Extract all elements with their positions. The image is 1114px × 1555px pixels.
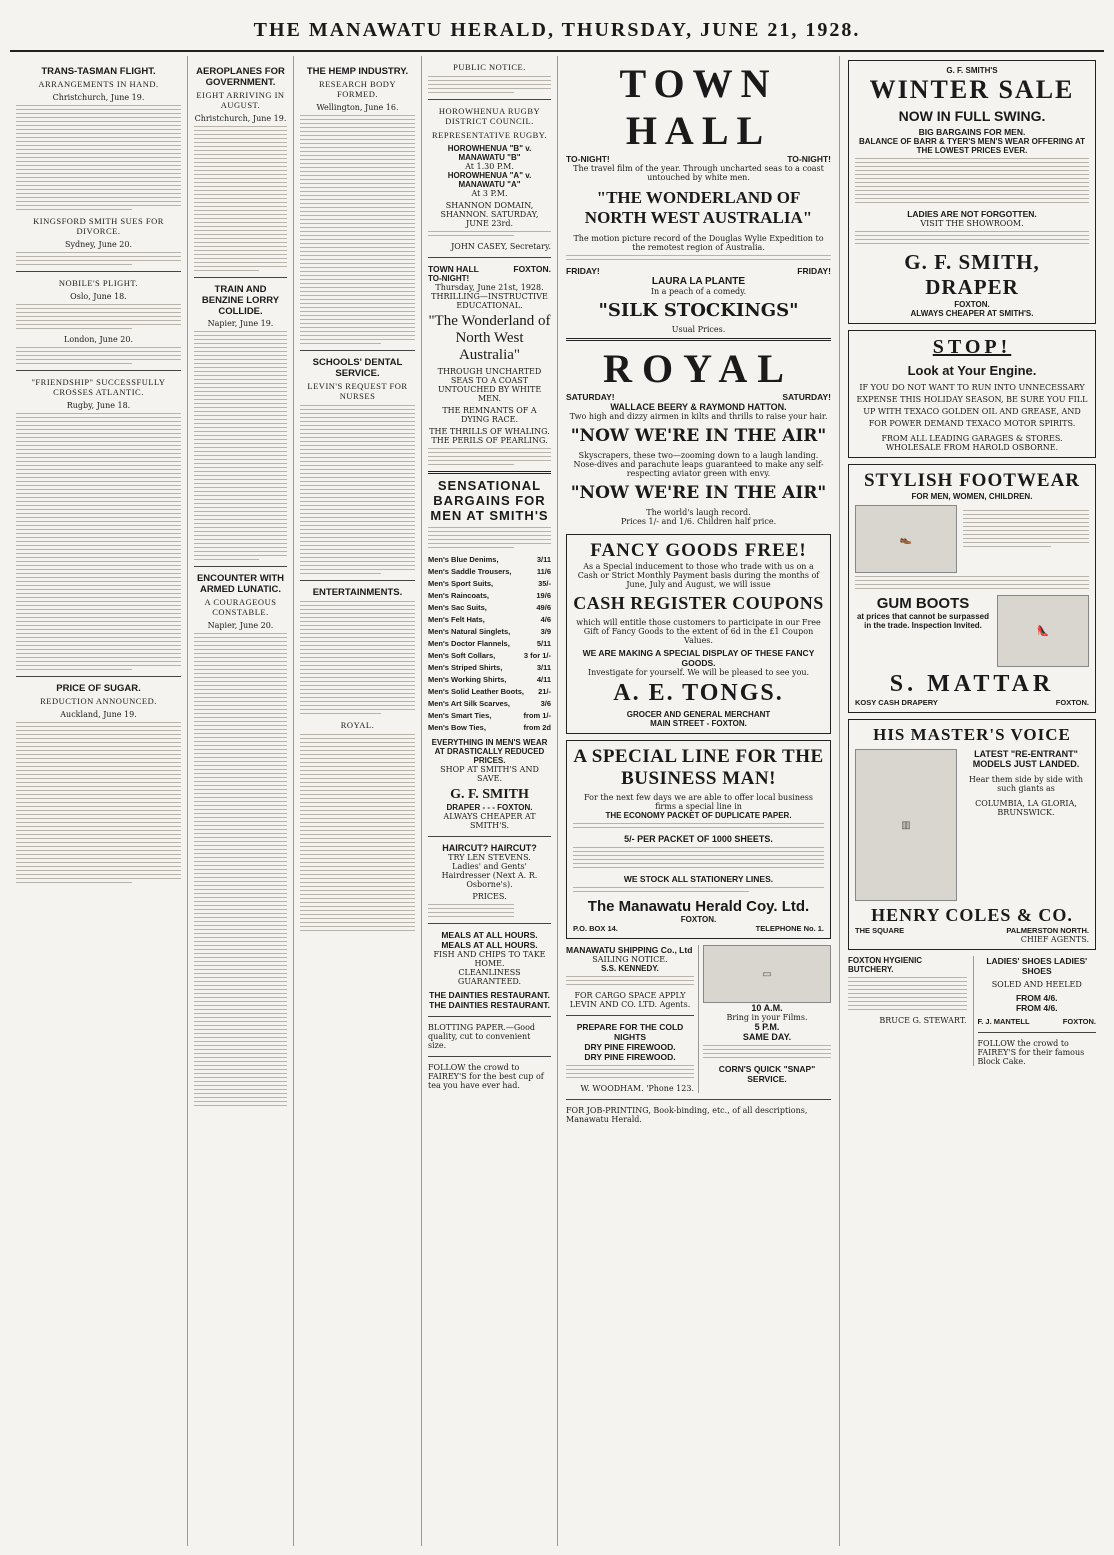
gfs-sub2: ALWAYS CHEAPER AT SMITH'S. xyxy=(443,812,536,830)
sheets: 5/- PER PACKET OF 1000 SHEETS. xyxy=(624,834,773,844)
film-box-illustration: ▭ xyxy=(703,945,831,1003)
silk-stockings: "SILK STOCKINGS" xyxy=(598,300,799,321)
masthead-title: THE MANAWATU HERALD, THURSDAY, JUNE 21, 1928. xyxy=(253,18,861,41)
snap-day: SAME DAY. xyxy=(742,1032,792,1042)
article-body xyxy=(16,105,181,210)
headline-dental: SCHOOLS' DENTAL SERVICE. xyxy=(312,357,403,379)
follow-fairey: FOLLOW the crowd to FAIREY'S for the best cup of tea you have ever had. xyxy=(428,1063,544,1090)
butchery: FOXTON HYGIENIC BUTCHERY. xyxy=(848,956,923,974)
special-text: For the next few days we are able to offer local business firms a special line in xyxy=(584,793,813,811)
beery-sub: Two high and dizzy airmen in kilts and thrills to raise your hair. xyxy=(569,412,828,421)
item-name: Men's Working Shirts, xyxy=(428,675,507,684)
fancy-text: As a Special inducement to those who trade with us on a Cash or Strict Monthly Payment basis during the months of June, July and August, we will issue xyxy=(577,562,820,589)
gfs-name: G. F. SMITH xyxy=(450,787,529,802)
firewood-2: DRY PINE FIREWOOD. xyxy=(584,1052,676,1062)
item-price: 21/- xyxy=(538,687,551,696)
balance: BALANCE OF BARR & TYER'S MEN'S WEAR OFFERING AT THE LOWEST PRICES EVER. xyxy=(858,137,1086,155)
smith-shop: SHOP AT SMITH'S AND SAVE. xyxy=(440,765,539,783)
air-desc: Skyscrapers, these two—zooming down to a laugh landing. Nose-dives and parachute leaps guaranteed to make any self-respecting aviator green with envy. xyxy=(573,451,824,478)
match-2-time: At 3 P.M. xyxy=(471,189,508,198)
column-4 xyxy=(422,56,558,1546)
item-name: Men's Sport Suits, xyxy=(428,579,494,588)
special-title: A SPECIAL LINE FOR THE BUSINESS MAN! xyxy=(573,746,824,789)
item-name: Men's Sac Suits, xyxy=(428,603,487,612)
subhead-constable: A COURAGEOUS CONSTABLE. xyxy=(204,597,277,617)
price-list-item xyxy=(428,626,551,638)
headline-train: TRAIN AND BENZINE LORRY COLLIDE. xyxy=(201,284,280,317)
draper-sub2: ALWAYS CHEAPER AT SMITH'S. xyxy=(910,309,1034,318)
stationery: WE STOCK ALL STATIONERY LINES. xyxy=(623,874,774,884)
shoes: LADIES' SHOES LADIES' SHOES xyxy=(986,956,1088,976)
article-body xyxy=(194,126,287,271)
blotting: BLOTTING PAPER.—Good quality, cut to convenient size. xyxy=(428,1023,536,1050)
engine: Look at Your Engine. xyxy=(907,363,1037,378)
gfs-sub: DRAPER - - - FOXTON. xyxy=(446,803,533,812)
headline-sugar: PRICE OF SUGAR. xyxy=(56,683,141,694)
subhead-royal: ROYAL. xyxy=(340,720,375,730)
showroom: VISIT THE SHOWROOM. xyxy=(920,219,1024,228)
meals-clean: CLEANLINESS GUARANTEED. xyxy=(457,968,522,986)
smith-footer: EVERYTHING IN MEN'S WEAR AT DRASTICALLY REDUCED PRICES. xyxy=(431,738,548,765)
shoes-col xyxy=(973,956,1097,1066)
subhead-levin: LEVIN'S REQUEST FOR NURSES xyxy=(307,381,408,401)
now-swing: NOW IN FULL SWING. xyxy=(898,108,1046,124)
article-body xyxy=(300,405,415,574)
mantell-row: F. J. MANTELL FOXTON. xyxy=(977,1017,1096,1026)
headline-hemp: THE HEMP INDUSTRY. xyxy=(306,66,409,77)
coles: HENRY COLES & CO. xyxy=(871,905,1073,925)
column-1 xyxy=(10,56,188,1546)
dateline: Napier, June 20. xyxy=(207,621,274,630)
price-list-item xyxy=(428,710,551,722)
display: WE ARE MAKING A SPECIAL DISPLAY OF THESE FANCY GOODS. xyxy=(582,648,815,668)
item-price: 3/11 xyxy=(536,555,551,564)
butchery-col xyxy=(848,956,967,1066)
economy: THE ECONOMY PACKET OF DUPLICATE PAPER. xyxy=(605,811,792,820)
notice-body xyxy=(428,76,551,93)
dateline: Napier, June 19. xyxy=(207,319,274,328)
laura: LAURA LA PLANTE xyxy=(651,276,746,287)
stop-text: IF YOU DO NOT WANT TO RUN INTO UNNECESSARY EXPENSE THIS HOLIDAY SEASON, BE SURE YOU FILL UP WITH TEXACO GOLDEN OIL AND GREASE, AND FOR POWER DEMAND TEXACO MOTOR SPIRITS. xyxy=(856,383,1088,428)
th-date: Thursday, June 21st, 1928. xyxy=(435,283,544,292)
herald-coy: The Manawatu Herald Coy. Ltd. xyxy=(587,898,810,915)
soled: SOLED AND HEELED xyxy=(991,980,1082,989)
public-notice: PUBLIC NOTICE. xyxy=(453,62,526,72)
laura-sub: In a peach of a comedy. xyxy=(650,287,747,296)
rugby-rep: REPRESENTATIVE RUGBY. xyxy=(432,130,547,140)
firewood-1: DRY PINE FIREWOOD. xyxy=(584,1042,676,1052)
item-price: 4/11 xyxy=(536,675,551,684)
subhead-research: RESEARCH BODY FORMED. xyxy=(318,79,397,99)
item-name: Men's Raincoats, xyxy=(428,591,489,600)
dainties: THE DAINTIES RESTAURANT. THE DAINTIES RESTAURANT. xyxy=(429,990,550,1010)
dateline: Christchurch, June 19. xyxy=(194,114,287,123)
footwear-ad xyxy=(848,464,1096,713)
haircut-sub: TRY LEN STEVENS. xyxy=(448,853,531,862)
big-bargains: BIG BARGAINS FOR MEN. xyxy=(918,127,1026,137)
cargo: FOR CARGO SPACE APPLY LEVIN AND CO. LTD. Agents. xyxy=(569,991,691,1009)
dateline: Wellington, June 16. xyxy=(316,103,399,112)
kennedy: S.S. KENNEDY. xyxy=(601,964,659,973)
coupons: CASH REGISTER COUPONS xyxy=(573,593,824,613)
snap-5: 5 P.M. xyxy=(754,1022,780,1032)
column-2 xyxy=(188,56,294,1546)
silk-sub: Usual Prices. xyxy=(671,325,726,334)
town-hall-banner: TOWN HALL xyxy=(619,61,778,153)
winter-sale: WINTER SALE xyxy=(869,75,1075,104)
gum-boots: GUM BOOTS xyxy=(876,595,970,612)
dateline: London, June 20. xyxy=(64,335,133,344)
item-name: Men's Smart Ties, xyxy=(428,711,492,720)
air-1: "NOW WE'RE IN THE AIR" xyxy=(570,426,827,446)
masthead xyxy=(10,10,1104,52)
stop: STOP! xyxy=(932,336,1012,358)
th-film: "THE WONDERLAND OF NORTH WEST AUSTRALIA" xyxy=(584,188,813,227)
snap-title: CORN'S QUICK "SNAP" SERVICE. xyxy=(718,1064,816,1084)
fairey: FOLLOW the crowd to FAIREY'S for their famous Block Cake. xyxy=(977,1039,1085,1066)
hmv-latest: LATEST "RE-ENTRANT" MODELS JUST LANDED. xyxy=(972,749,1080,769)
dateline: Oslo, June 18. xyxy=(70,292,127,301)
article-body xyxy=(16,722,181,883)
article-body xyxy=(16,304,181,329)
investigate: Investigate for yourself. We will be pleased to see you. xyxy=(587,668,810,677)
price-list-item xyxy=(428,638,551,650)
mattar: S. MATTAR xyxy=(889,671,1055,697)
prepare: PREPARE FOR THE COLD NIGHTS xyxy=(576,1022,684,1042)
th-intro: The travel film of the year. Through uncharted seas to a coast untouched by white men. xyxy=(573,164,824,182)
item-name: Men's Natural Singlets, xyxy=(428,627,511,636)
air-2: "NOW WE'RE IN THE AIR" xyxy=(570,483,827,503)
item-name: Men's Striped Shirts, xyxy=(428,663,503,672)
stewart: BRUCE G. STEWART. xyxy=(879,1016,967,1025)
column-3 xyxy=(294,56,422,1546)
item-price: 4/6 xyxy=(540,615,551,624)
shipping: MANAWATU SHIPPING Co., Ltd xyxy=(566,945,693,955)
woodham: W. WOODHAM. 'Phone 123. xyxy=(580,1084,694,1093)
draper-sub: FOXTON. xyxy=(954,300,990,309)
winter-sale-ad xyxy=(848,60,1096,324)
bottom-ads xyxy=(566,945,831,1093)
th-line-1: THROUGH UNCHARTED SEAS TO A COAST UNTOUCHED BY WHITE MEN. xyxy=(437,367,542,403)
article-body xyxy=(194,331,287,560)
item-price: 5/11 xyxy=(536,639,551,648)
price-list-item xyxy=(428,698,551,710)
friday-row: FRIDAY! FRIDAY! xyxy=(566,266,831,276)
smith-price-list xyxy=(428,554,551,734)
price-list-item xyxy=(428,674,551,686)
price-list-item xyxy=(428,554,551,566)
hmv: HIS MASTER'S VOICE xyxy=(873,725,1071,744)
meals: MEALS AT ALL HOURS. MEALS AT ALL HOURS. xyxy=(441,930,538,950)
price-list-item xyxy=(428,614,551,626)
ladies: LADIES ARE NOT FORGOTTEN. xyxy=(907,209,1037,219)
footwear: STYLISH FOOTWEAR xyxy=(863,470,1081,491)
item-price: 11/6 xyxy=(536,567,551,576)
article-body xyxy=(300,734,415,931)
item-price: from 2d xyxy=(523,723,551,732)
footwear-sub: FOR MEN, WOMEN, CHILDREN. xyxy=(911,492,1033,501)
bottom-ads xyxy=(848,956,1096,1066)
article-body xyxy=(16,252,181,265)
article-body xyxy=(300,115,415,344)
article-body xyxy=(16,413,181,670)
fancy-title: FANCY GOODS FREE! xyxy=(590,540,807,561)
article-body xyxy=(300,601,415,714)
subhead-divorce: KINGSFORD SMITH SUES FOR DIVORCE. xyxy=(33,216,164,236)
item-name: Men's Art Silk Scarves, xyxy=(428,699,510,708)
shipping-col xyxy=(566,945,694,1093)
item-name: Men's Bow Ties, xyxy=(428,723,486,732)
column-5 xyxy=(558,56,840,1546)
match-1-time: At 1.30 P.M. xyxy=(465,162,514,171)
hmv-ad xyxy=(848,719,1096,950)
tongs-sub: GROCER AND GENERAL MERCHANT xyxy=(626,710,771,719)
price-list-item xyxy=(428,590,551,602)
from-2: FROM 4/6. xyxy=(1015,1003,1058,1013)
item-price: 3 for 1/- xyxy=(523,651,551,660)
price-list-item xyxy=(428,662,551,674)
smith-bargains-title: SENSATIONAL BARGAINS FOR MEN AT SMITH'S xyxy=(430,478,549,523)
item-name: Men's Soft Collars, xyxy=(428,651,496,660)
tongs: A. E. TONGS. xyxy=(613,680,784,706)
price-list-item xyxy=(428,566,551,578)
haircut-text: Ladies' and Gents' Hairdresser (Next A. R. Osborne's). xyxy=(441,862,538,889)
article-body xyxy=(194,633,287,1106)
hmv-side: Hear them side by side with such giants as xyxy=(968,775,1084,793)
coles-agents: CHIEF AGENTS. xyxy=(1020,935,1089,944)
snap-in: Bring in your Films. xyxy=(726,1013,808,1022)
meals-sub: FISH AND CHIPS TO TAKE HOME. xyxy=(433,950,546,968)
boot-illustration: 👞 xyxy=(855,505,957,573)
job-printing: FOR JOB-PRINTING, Book-binding, etc., of all descriptions, Manawatu Herald. xyxy=(566,1106,808,1124)
th-sub: THRILLING—INSTRUCTIVE EDUCATIONAL. xyxy=(431,292,548,310)
saturday-row: SATURDAY! SATURDAY! xyxy=(566,392,831,402)
price-list-item xyxy=(428,722,551,734)
item-price: from 1/- xyxy=(523,711,551,720)
rugby-council: HOROWHENUA RUGBY DISTRICT COUNCIL. xyxy=(438,106,541,126)
tonight-row: TO-NIGHT! TO-NIGHT! xyxy=(566,154,831,164)
item-price: 3/11 xyxy=(536,663,551,672)
gfs-draper: G. F. SMITH, DRAPER xyxy=(904,250,1040,299)
match-1: HOROWHENUA "B" v. MANAWATU "B" xyxy=(447,144,532,162)
snap-10: 10 A.M. xyxy=(751,1003,783,1013)
item-name: Men's Saddle Trousers, xyxy=(428,567,512,576)
item-name: Men's Solid Leather Boots, xyxy=(428,687,524,696)
price-list-item xyxy=(428,578,551,590)
prices-label: PRICES. xyxy=(472,892,507,901)
dateline: Rugby, June 18. xyxy=(66,401,131,410)
beery: WALLACE BEERY & RAYMOND HATTON. xyxy=(610,402,787,412)
signed: JOHN CASEY, Secretary. xyxy=(451,242,551,251)
th-line-3: THE THRILLS OF WHALING. THE PERILS OF PEARLING. xyxy=(429,427,550,445)
air-prices: Prices 1/- and 1/6. Children half price. xyxy=(620,517,777,526)
texaco-ad xyxy=(848,330,1096,458)
item-name: Men's Felt Hats, xyxy=(428,615,485,624)
item-name: Men's Blue Denims, xyxy=(428,555,499,564)
townhall-row: TOWN HALL FOXTON. xyxy=(428,264,551,274)
headline-trans-tasman: TRANS-TASMAN FLIGHT. xyxy=(41,66,156,77)
venue: SHANNON DOMAIN, SHANNON. SATURDAY, JUNE 23rd. xyxy=(440,201,539,228)
subhead-arrangements: ARRANGEMENTS IN HAND. xyxy=(38,79,159,89)
price-list-item xyxy=(428,686,551,698)
haircut: HAIRCUT? HAIRCUT? xyxy=(442,843,537,853)
gfs-top: G. F. SMITH'S xyxy=(946,66,998,75)
air-laugh: The world's laugh record. xyxy=(646,508,751,517)
item-price: 35/- xyxy=(538,579,551,588)
item-price: 49/6 xyxy=(536,603,551,612)
dateline: Auckland, June 19. xyxy=(60,710,137,719)
headline-friendship: "FRIENDSHIP" SUCCESSFULLY CROSSES ATLANTIC. xyxy=(31,377,166,397)
dateline: Sydney, June 20. xyxy=(64,240,133,249)
coles-row: THE SQUARE PALMERSTON NORTH. xyxy=(855,926,1089,935)
royal-banner: ROYAL xyxy=(603,346,794,391)
coupons-text: which will entitle those customers to participate in our Free Gift of Fancy Goods to the extent of 6d in the £1 Coupon Values. xyxy=(576,618,821,645)
th-desc: The motion picture record of the Douglas Wylie Expedition to the remotest region of Australia. xyxy=(573,234,824,252)
item-price: 3/6 xyxy=(540,699,551,708)
subhead-reduction: REDUCTION ANNOUNCED. xyxy=(40,696,157,706)
shipping-sub: SAILING NOTICE. xyxy=(592,955,668,964)
column-6 xyxy=(840,56,1104,1546)
fancy-goods-ad xyxy=(566,534,831,734)
headline-entertainments: ENTERTAINMENTS. xyxy=(312,587,403,598)
th-film: "The Wonderland of North West Australia" xyxy=(428,313,551,363)
gum-text: at prices that cannot be surpassed in the trade. Inspection Invited. xyxy=(856,612,990,630)
headline-nobile: NOBILE'S PLIGHT. xyxy=(58,278,139,288)
price-list-item xyxy=(428,650,551,662)
mattar-row: KOSY CASH DRAPERY FOXTON. xyxy=(855,698,1089,707)
item-price: 19/6 xyxy=(536,591,551,600)
herald-contact-row: P.O. BOX 14. TELEPHONE No. 1. xyxy=(573,924,824,933)
hmv-brands: COLUMBIA, LA GLORIA, BRUNSWICK. xyxy=(975,799,1077,817)
subhead-eight: EIGHT ARRIVING IN AUGUST. xyxy=(196,90,285,110)
article-body xyxy=(16,347,181,364)
item-name: Men's Doctor Flannels, xyxy=(428,639,510,648)
dateline: Christchurch, June 19. xyxy=(52,93,145,102)
gramophone-illustration: ▥ xyxy=(855,749,957,901)
tonight: TO-NIGHT! xyxy=(428,274,470,283)
match-2: HOROWHENUA "A" v. MANAWATU "A" xyxy=(447,171,532,189)
business-ad xyxy=(566,740,831,939)
th-line-2: THE REMNANTS OF A DYING RACE. xyxy=(442,406,537,424)
from-1: FROM 4/6. xyxy=(1015,993,1058,1003)
stop-whole: WHOLESALE FROM HAROLD OSBORNE. xyxy=(885,443,1059,452)
stop-from: FROM ALL LEADING GARAGES & STORES. xyxy=(881,434,1063,443)
herald-town: FOXTON. xyxy=(680,915,717,924)
price-list-item xyxy=(428,602,551,614)
headline-lunatic: ENCOUNTER WITH ARMED LUNATIC. xyxy=(196,573,285,595)
snap-col xyxy=(698,945,831,1093)
headline-aeroplanes: AEROPLANES FOR GOVERNMENT. xyxy=(196,66,285,88)
shoe-illustration: 👠 xyxy=(997,595,1089,667)
tongs-addr: MAIN STREET - FOXTON. xyxy=(650,719,747,728)
item-price: 3/9 xyxy=(540,627,551,636)
